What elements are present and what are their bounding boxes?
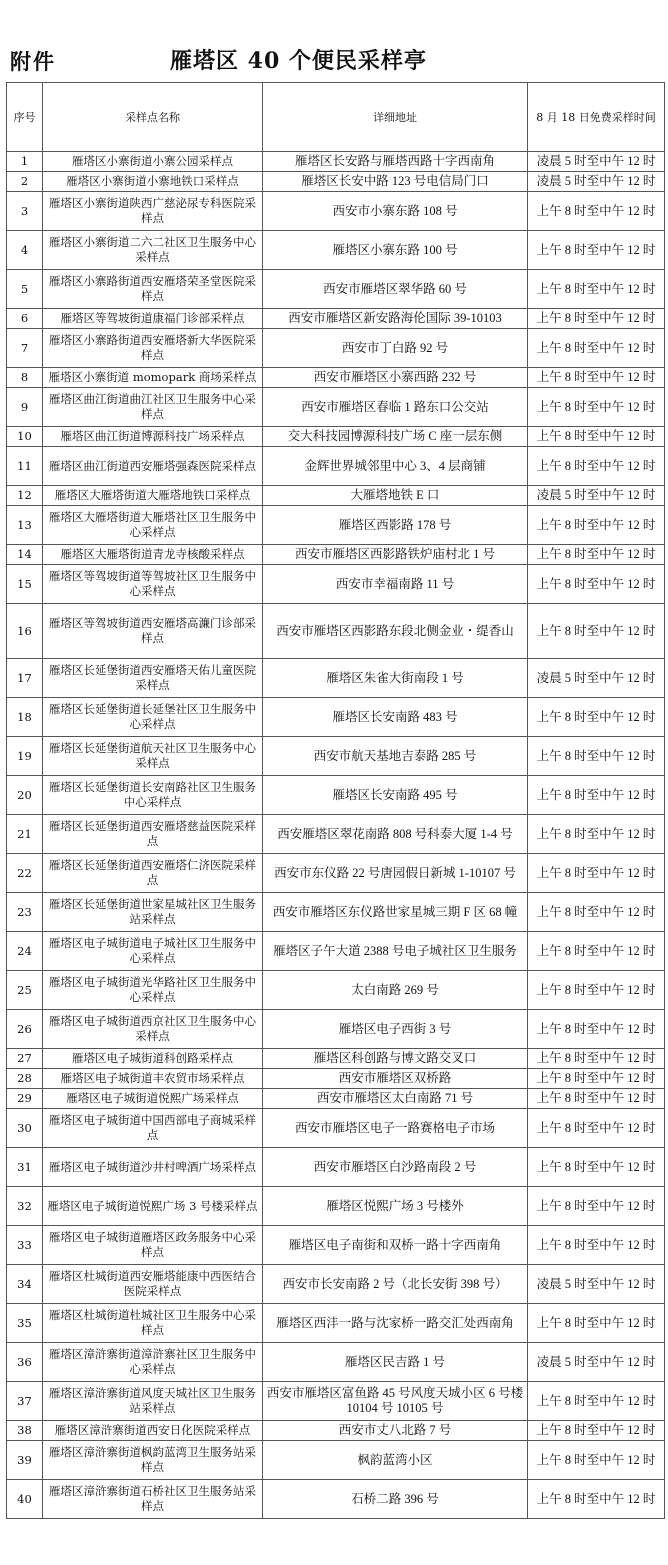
cell-no: 19 <box>7 737 43 776</box>
cell-address: 西安市东仪路 22 号唐园假日新城 1-10107 号 <box>263 854 528 893</box>
cell-name: 雁塔区漳浒寨街道西安日化医院采样点 <box>43 1421 263 1441</box>
cell-no: 36 <box>7 1343 43 1382</box>
cell-time: 上午 8 时至中午 12 时 <box>528 1109 665 1148</box>
cell-address: 雁塔区朱雀大街南段 1 号 <box>263 659 528 698</box>
table-row <box>7 447 665 486</box>
cell-address: 大雁塔地铁 E 口 <box>263 486 528 506</box>
cell-time: 上午 8 时至中午 12 时 <box>528 1382 665 1421</box>
table-row <box>7 971 665 1010</box>
cell-time: 上午 8 时至中午 12 时 <box>528 971 665 1010</box>
table-row <box>7 815 665 854</box>
cell-name: 雁塔区电子城街道光华路社区卫生服务中心采样点 <box>43 971 263 1010</box>
cell-no: 25 <box>7 971 43 1010</box>
cell-name: 雁塔区杜城街道杜城社区卫生服务中心采样点 <box>43 1304 263 1343</box>
cell-no: 6 <box>7 309 43 329</box>
table-row <box>7 854 665 893</box>
cell-no: 33 <box>7 1226 43 1265</box>
cell-time: 上午 8 时至中午 12 时 <box>528 1148 665 1187</box>
cell-time: 上午 8 时至中午 12 时 <box>528 1187 665 1226</box>
table-row <box>7 1109 665 1148</box>
sampling-sites-table <box>6 82 665 1519</box>
table-row <box>7 604 665 659</box>
table-row <box>7 506 665 545</box>
cell-time: 上午 8 时至中午 12 时 <box>528 1304 665 1343</box>
cell-no: 17 <box>7 659 43 698</box>
cell-name: 雁塔区大雁塔街道大雁塔社区卫生服务中心采样点 <box>43 506 263 545</box>
cell-name: 雁塔区电子城街道雁塔区政务服务中心采样点 <box>43 1226 263 1265</box>
table-row <box>7 1265 665 1304</box>
cell-no: 40 <box>7 1480 43 1519</box>
cell-address: 雁塔区西沣一路与沈家桥一路交汇处西南角 <box>263 1304 528 1343</box>
column-header-name: 采样点名称 <box>43 83 263 152</box>
cell-name: 雁塔区电子城街道科创路采样点 <box>43 1049 263 1069</box>
cell-name: 雁塔区小寨街道 momopark 商场采样点 <box>43 368 263 388</box>
table-row <box>7 1069 665 1089</box>
cell-address: 西安市幸福南路 11 号 <box>263 565 528 604</box>
page-header <box>0 40 668 80</box>
cell-no: 22 <box>7 854 43 893</box>
attachment-label: 附件 <box>10 49 56 74</box>
table-row <box>7 172 665 192</box>
cell-time: 上午 8 时至中午 12 时 <box>528 1010 665 1049</box>
table-row <box>7 737 665 776</box>
cell-name: 雁塔区长延堡街道西安雁塔仁济医院采样点 <box>43 854 263 893</box>
page-title: 雁塔区 40 个便民采样亭 <box>170 48 427 74</box>
cell-time: 上午 8 时至中午 12 时 <box>528 1089 665 1109</box>
table-row <box>7 388 665 427</box>
table-row <box>7 1089 665 1109</box>
cell-name: 雁塔区电子城街道丰农贸市场采样点 <box>43 1069 263 1089</box>
cell-name: 雁塔区小寨街道二六二社区卫生服务中心采样点 <box>43 231 263 270</box>
cell-time: 凌晨 5 时至中午 12 时 <box>528 1265 665 1304</box>
table-row <box>7 1148 665 1187</box>
cell-name: 雁塔区等驾坡街道等驾坡社区卫生服务中心采样点 <box>43 565 263 604</box>
cell-time: 上午 8 时至中午 12 时 <box>528 329 665 368</box>
cell-address: 雁塔区长安南路 483 号 <box>263 698 528 737</box>
cell-name: 雁塔区长延堡街道航天社区卫生服务中心采样点 <box>43 737 263 776</box>
cell-name: 雁塔区小寨路街道西安雁塔荣圣堂医院采样点 <box>43 270 263 309</box>
cell-no: 1 <box>7 152 43 172</box>
cell-no: 35 <box>7 1304 43 1343</box>
cell-address: 交大科技园博源科技广场 C 座一层东侧 <box>263 427 528 447</box>
cell-no: 5 <box>7 270 43 309</box>
table-row <box>7 893 665 932</box>
cell-time: 上午 8 时至中午 12 时 <box>528 192 665 231</box>
cell-name: 雁塔区漳浒寨街道漳浒寨社区卫生服务中心采样点 <box>43 1343 263 1382</box>
cell-name: 雁塔区杜城街道西安雁塔能康中西医结合医院采样点 <box>43 1265 263 1304</box>
table-row <box>7 1049 665 1069</box>
cell-name: 雁塔区电子城街道电子城社区卫生服务中心采样点 <box>43 932 263 971</box>
cell-address: 西安市雁塔区春临 1 路东口公交站 <box>263 388 528 427</box>
cell-no: 14 <box>7 545 43 565</box>
table-row <box>7 545 665 565</box>
cell-no: 2 <box>7 172 43 192</box>
cell-no: 15 <box>7 565 43 604</box>
cell-name: 雁塔区曲江街道西安雁塔强森医院采样点 <box>43 447 263 486</box>
cell-no: 13 <box>7 506 43 545</box>
cell-address: 西安市雁塔区东仪路世家星城三期 F 区 68 幢 <box>263 893 528 932</box>
cell-no: 18 <box>7 698 43 737</box>
cell-time: 上午 8 时至中午 12 时 <box>528 427 665 447</box>
cell-name: 雁塔区小寨街道陕西广慈泌尿专科医院采样点 <box>43 192 263 231</box>
cell-name: 雁塔区长延堡街道长延堡社区卫生服务中心采样点 <box>43 698 263 737</box>
column-header-address: 详细地址 <box>263 83 528 152</box>
table-row <box>7 309 665 329</box>
cell-time: 上午 8 时至中午 12 时 <box>528 388 665 427</box>
cell-address: 西安市雁塔区西影路东段北侧金业・缇香山 <box>263 604 528 659</box>
cell-name: 雁塔区小寨街道小寨公园采样点 <box>43 152 263 172</box>
cell-address: 西安市雁塔区西影路铁炉庙村北 1 号 <box>263 545 528 565</box>
cell-address: 西安市雁塔区电子一路赛格电子市场 <box>263 1109 528 1148</box>
cell-no: 32 <box>7 1187 43 1226</box>
cell-no: 12 <box>7 486 43 506</box>
cell-address: 雁塔区长安南路 495 号 <box>263 776 528 815</box>
cell-address: 金辉世界城邻里中心 3、4 层商铺 <box>263 447 528 486</box>
cell-name: 雁塔区漳浒寨街道石桥社区卫生服务站采样点 <box>43 1480 263 1519</box>
cell-time: 凌晨 5 时至中午 12 时 <box>528 152 665 172</box>
cell-address: 西安市航天基地吉泰路 285 号 <box>263 737 528 776</box>
cell-name: 雁塔区小寨街道小寨地铁口采样点 <box>43 172 263 192</box>
cell-time: 上午 8 时至中午 12 时 <box>528 698 665 737</box>
cell-no: 8 <box>7 368 43 388</box>
cell-no: 29 <box>7 1089 43 1109</box>
cell-no: 27 <box>7 1049 43 1069</box>
cell-address: 雁塔区长安路与雁塔西路十字西南角 <box>263 152 528 172</box>
cell-time: 上午 8 时至中午 12 时 <box>528 1441 665 1480</box>
table-body <box>7 152 665 1519</box>
cell-name: 雁塔区电子城街道中国西部电子商城采样点 <box>43 1109 263 1148</box>
cell-address: 雁塔区子午大道 2388 号电子城社区卫生服务 <box>263 932 528 971</box>
cell-no: 11 <box>7 447 43 486</box>
table-row <box>7 1441 665 1480</box>
table-row <box>7 932 665 971</box>
cell-address: 西安市雁塔区双桥路 <box>263 1069 528 1089</box>
cell-address: 雁塔区西影路 178 号 <box>263 506 528 545</box>
cell-time: 上午 8 时至中午 12 时 <box>528 565 665 604</box>
cell-address: 西安市雁塔区小寨西路 232 号 <box>263 368 528 388</box>
cell-no: 9 <box>7 388 43 427</box>
cell-address: 雁塔区悦熙广场 3 号楼外 <box>263 1187 528 1226</box>
cell-time: 上午 8 时至中午 12 时 <box>528 893 665 932</box>
cell-no: 7 <box>7 329 43 368</box>
table-row <box>7 698 665 737</box>
cell-time: 上午 8 时至中午 12 时 <box>528 932 665 971</box>
cell-time: 上午 8 时至中午 12 时 <box>528 1049 665 1069</box>
cell-time: 上午 8 时至中午 12 时 <box>528 1421 665 1441</box>
cell-no: 20 <box>7 776 43 815</box>
cell-name: 雁塔区电子城街道西京社区卫生服务中心采样点 <box>43 1010 263 1049</box>
table-row <box>7 152 665 172</box>
table-header-row <box>7 83 665 152</box>
cell-name: 雁塔区小寨路街道西安雁塔新大华医院采样点 <box>43 329 263 368</box>
cell-time: 上午 8 时至中午 12 时 <box>528 368 665 388</box>
cell-address: 西安市长安南路 2 号（北长安街 398 号） <box>263 1265 528 1304</box>
column-header-no: 序号 <box>7 83 43 152</box>
cell-time: 上午 8 时至中午 12 时 <box>528 1480 665 1519</box>
table-row <box>7 486 665 506</box>
cell-time: 上午 8 时至中午 12 时 <box>528 231 665 270</box>
table-row <box>7 776 665 815</box>
cell-no: 16 <box>7 604 43 659</box>
table-row <box>7 1382 665 1421</box>
table-row <box>7 1304 665 1343</box>
cell-name: 雁塔区等驾坡街道西安雁塔高濂门诊部采样点 <box>43 604 263 659</box>
cell-time: 上午 8 时至中午 12 时 <box>528 506 665 545</box>
cell-time: 凌晨 5 时至中午 12 时 <box>528 659 665 698</box>
cell-address: 雁塔区科创路与博文路交叉口 <box>263 1049 528 1069</box>
cell-no: 28 <box>7 1069 43 1089</box>
cell-address: 西安市雁塔区新安路海伦国际 39-10103 <box>263 309 528 329</box>
cell-no: 3 <box>7 192 43 231</box>
cell-address: 西安市雁塔区富鱼路 45 号风度天城小区 6 号楼 10104 号 10105 号 <box>263 1382 528 1421</box>
cell-address: 太白南路 269 号 <box>263 971 528 1010</box>
cell-address: 西安市小寨东路 108 号 <box>263 192 528 231</box>
cell-name: 雁塔区长延堡街道世家星城社区卫生服务站采样点 <box>43 893 263 932</box>
cell-no: 34 <box>7 1265 43 1304</box>
table-row <box>7 270 665 309</box>
cell-no: 23 <box>7 893 43 932</box>
table-row <box>7 231 665 270</box>
cell-address: 雁塔区电子南街和双桥一路十字西南角 <box>263 1226 528 1265</box>
table-row <box>7 368 665 388</box>
cell-address: 西安市雁塔区翠华路 60 号 <box>263 270 528 309</box>
cell-time: 上午 8 时至中午 12 时 <box>528 776 665 815</box>
table-row <box>7 1226 665 1265</box>
table-row <box>7 1421 665 1441</box>
cell-name: 雁塔区长延堡街道长安南路社区卫生服务中心采样点 <box>43 776 263 815</box>
cell-time: 凌晨 5 时至中午 12 时 <box>528 1343 665 1382</box>
table-row <box>7 1187 665 1226</box>
table-row <box>7 1343 665 1382</box>
table-row <box>7 1480 665 1519</box>
cell-name: 雁塔区长延堡街道西安雁塔天佑儿童医院采样点 <box>43 659 263 698</box>
cell-no: 26 <box>7 1010 43 1049</box>
cell-name: 雁塔区大雁塔街道青龙寺核酸采样点 <box>43 545 263 565</box>
cell-time: 上午 8 时至中午 12 时 <box>528 309 665 329</box>
cell-no: 21 <box>7 815 43 854</box>
table-row <box>7 1010 665 1049</box>
cell-time: 上午 8 时至中午 12 时 <box>528 1226 665 1265</box>
cell-name: 雁塔区电子城街道悦熙广场 3 号楼采样点 <box>43 1187 263 1226</box>
cell-address: 枫韵蓝湾小区 <box>263 1441 528 1480</box>
cell-time: 上午 8 时至中午 12 时 <box>528 854 665 893</box>
cell-time: 凌晨 5 时至中午 12 时 <box>528 486 665 506</box>
cell-name: 雁塔区长延堡街道西安雁塔慈益医院采样点 <box>43 815 263 854</box>
cell-name: 雁塔区等驾坡街道康福门诊部采样点 <box>43 309 263 329</box>
cell-no: 4 <box>7 231 43 270</box>
cell-time: 上午 8 时至中午 12 时 <box>528 447 665 486</box>
cell-address: 雁塔区长安中路 123 号电信局门口 <box>263 172 528 192</box>
cell-no: 37 <box>7 1382 43 1421</box>
cell-time: 上午 8 时至中午 12 时 <box>528 545 665 565</box>
cell-name: 雁塔区电子城街道悦熙广场采样点 <box>43 1089 263 1109</box>
cell-address: 石桥二路 396 号 <box>263 1480 528 1519</box>
cell-time: 上午 8 时至中午 12 时 <box>528 737 665 776</box>
cell-time: 上午 8 时至中午 12 时 <box>528 815 665 854</box>
cell-address: 西安雁塔区翠花南路 808 号科泰大厦 1-4 号 <box>263 815 528 854</box>
table-row <box>7 659 665 698</box>
cell-name: 雁塔区曲江街道曲江社区卫生服务中心采样点 <box>43 388 263 427</box>
table-row <box>7 192 665 231</box>
cell-name: 雁塔区曲江街道博源科技广场采样点 <box>43 427 263 447</box>
cell-name: 雁塔区漳浒寨街道枫韵蓝湾卫生服务站采样点 <box>43 1441 263 1480</box>
cell-no: 10 <box>7 427 43 447</box>
cell-name: 雁塔区大雁塔街道大雁塔地铁口采样点 <box>43 486 263 506</box>
cell-address: 雁塔区民吉路 1 号 <box>263 1343 528 1382</box>
cell-address: 雁塔区电子西街 3 号 <box>263 1010 528 1049</box>
cell-no: 30 <box>7 1109 43 1148</box>
table-row <box>7 329 665 368</box>
cell-time: 上午 8 时至中午 12 时 <box>528 1069 665 1089</box>
cell-address: 西安市丈八北路 7 号 <box>263 1421 528 1441</box>
column-header-time: 8 月 18 日免费采样时间 <box>528 83 665 152</box>
cell-no: 39 <box>7 1441 43 1480</box>
cell-address: 西安市雁塔区太白南路 71 号 <box>263 1089 528 1109</box>
cell-address: 西安市丁白路 92 号 <box>263 329 528 368</box>
cell-time: 上午 8 时至中午 12 时 <box>528 270 665 309</box>
cell-address: 西安市雁塔区白沙路南段 2 号 <box>263 1148 528 1187</box>
cell-no: 31 <box>7 1148 43 1187</box>
table-row <box>7 565 665 604</box>
cell-name: 雁塔区漳浒寨街道风度天城社区卫生服务站采样点 <box>43 1382 263 1421</box>
cell-no: 38 <box>7 1421 43 1441</box>
cell-no: 24 <box>7 932 43 971</box>
cell-time: 上午 8 时至中午 12 时 <box>528 604 665 659</box>
table-row <box>7 427 665 447</box>
cell-address: 雁塔区小寨东路 100 号 <box>263 231 528 270</box>
cell-name: 雁塔区电子城街道沙井村啤酒广场采样点 <box>43 1148 263 1187</box>
cell-time: 凌晨 5 时至中午 12 时 <box>528 172 665 192</box>
